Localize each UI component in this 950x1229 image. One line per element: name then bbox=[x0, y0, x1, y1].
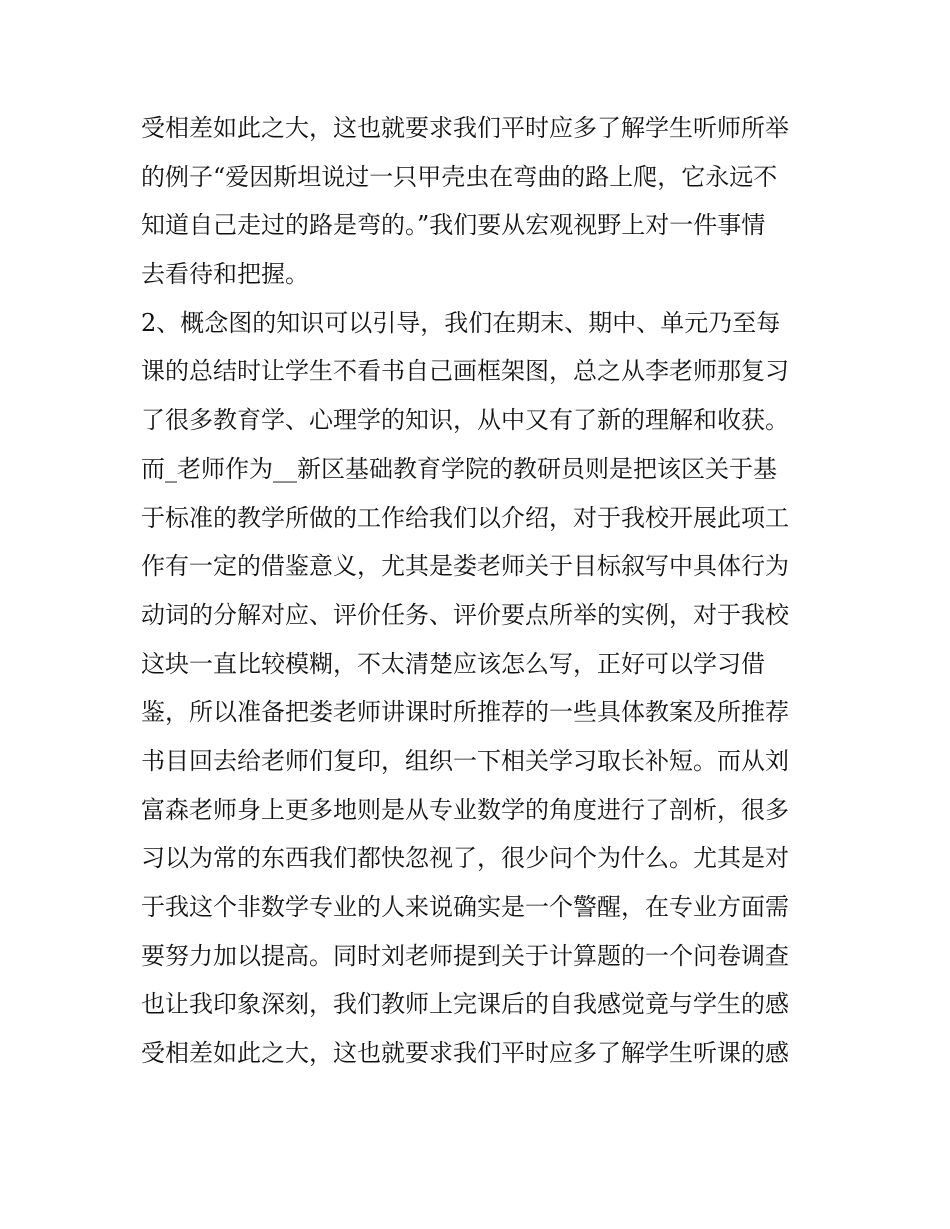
text-line: 受相差如此之大，这也就要求我们平时应多了解学生听师所举 bbox=[141, 114, 789, 142]
text-line: 富森老师身上更多地则是从专业数学的角度进行了剖析，很多 bbox=[141, 795, 789, 824]
text-line: 知道自己走过的路是弯的。”我们要从宏观视野上对一件事情 bbox=[141, 211, 766, 240]
text-line: 要努力加以提高。同时刘老师提到关于计算题的一个问卷调查 bbox=[141, 941, 789, 970]
text-line: 于我这个非数学专业的人来说确实是一个警醒，在专业方面需 bbox=[141, 893, 789, 921]
text-line: 2、概念图的知识可以引导，我们在期末、期中、单元乃至每 bbox=[141, 308, 781, 337]
text-line: 了很多教育学、心理学的知识，从中又有了新的理解和收获。 bbox=[141, 406, 789, 435]
text-line: 课的总结时让学生不看书自己画框架图，总之从李老师那复习 bbox=[141, 357, 789, 386]
text-line: 作有一定的借鉴意义，尤其是娄老师关于目标叙写中具体行为 bbox=[141, 552, 789, 581]
text-line: 也让我印象深刻，我们教师上完课后的自我感觉竟与学生的感 bbox=[141, 990, 789, 1019]
body-text bbox=[141, 104, 821, 1078]
text-line: 的例子“爱因斯坦说过一只甲壳虫在弯曲的路上爬，它永远不 bbox=[141, 162, 778, 191]
text-line: 受相差如此之大，这也就要求我们平时应多了解学生听课的感 bbox=[141, 1039, 789, 1068]
text-line: 而_老师作为__新区基础教育学院的教研员则是把该区关于基 bbox=[141, 454, 777, 483]
text-line: 这块一直比较模糊，不太清楚应该怎么写，正好可以学习借 bbox=[141, 649, 765, 678]
text-line: 书目回去给老师们复印，组织一下相关学习取长补短。而从刘 bbox=[141, 746, 789, 775]
text-line: 鉴，所以准备把娄老师讲课时所推荐的一些具体教案及所推荐 bbox=[141, 698, 789, 727]
text-line: 动词的分解对应、评价任务、评价要点所举的实例，对于我校 bbox=[141, 600, 789, 629]
text-line: 习以为常的东西我们都快忽视了，很少问个为什么。尤其是对 bbox=[141, 844, 789, 873]
text-line: 去看待和把握。 bbox=[141, 260, 309, 289]
text-line: 于标准的教学所做的工作给我们以介绍，对于我校开展此项工 bbox=[141, 503, 789, 532]
